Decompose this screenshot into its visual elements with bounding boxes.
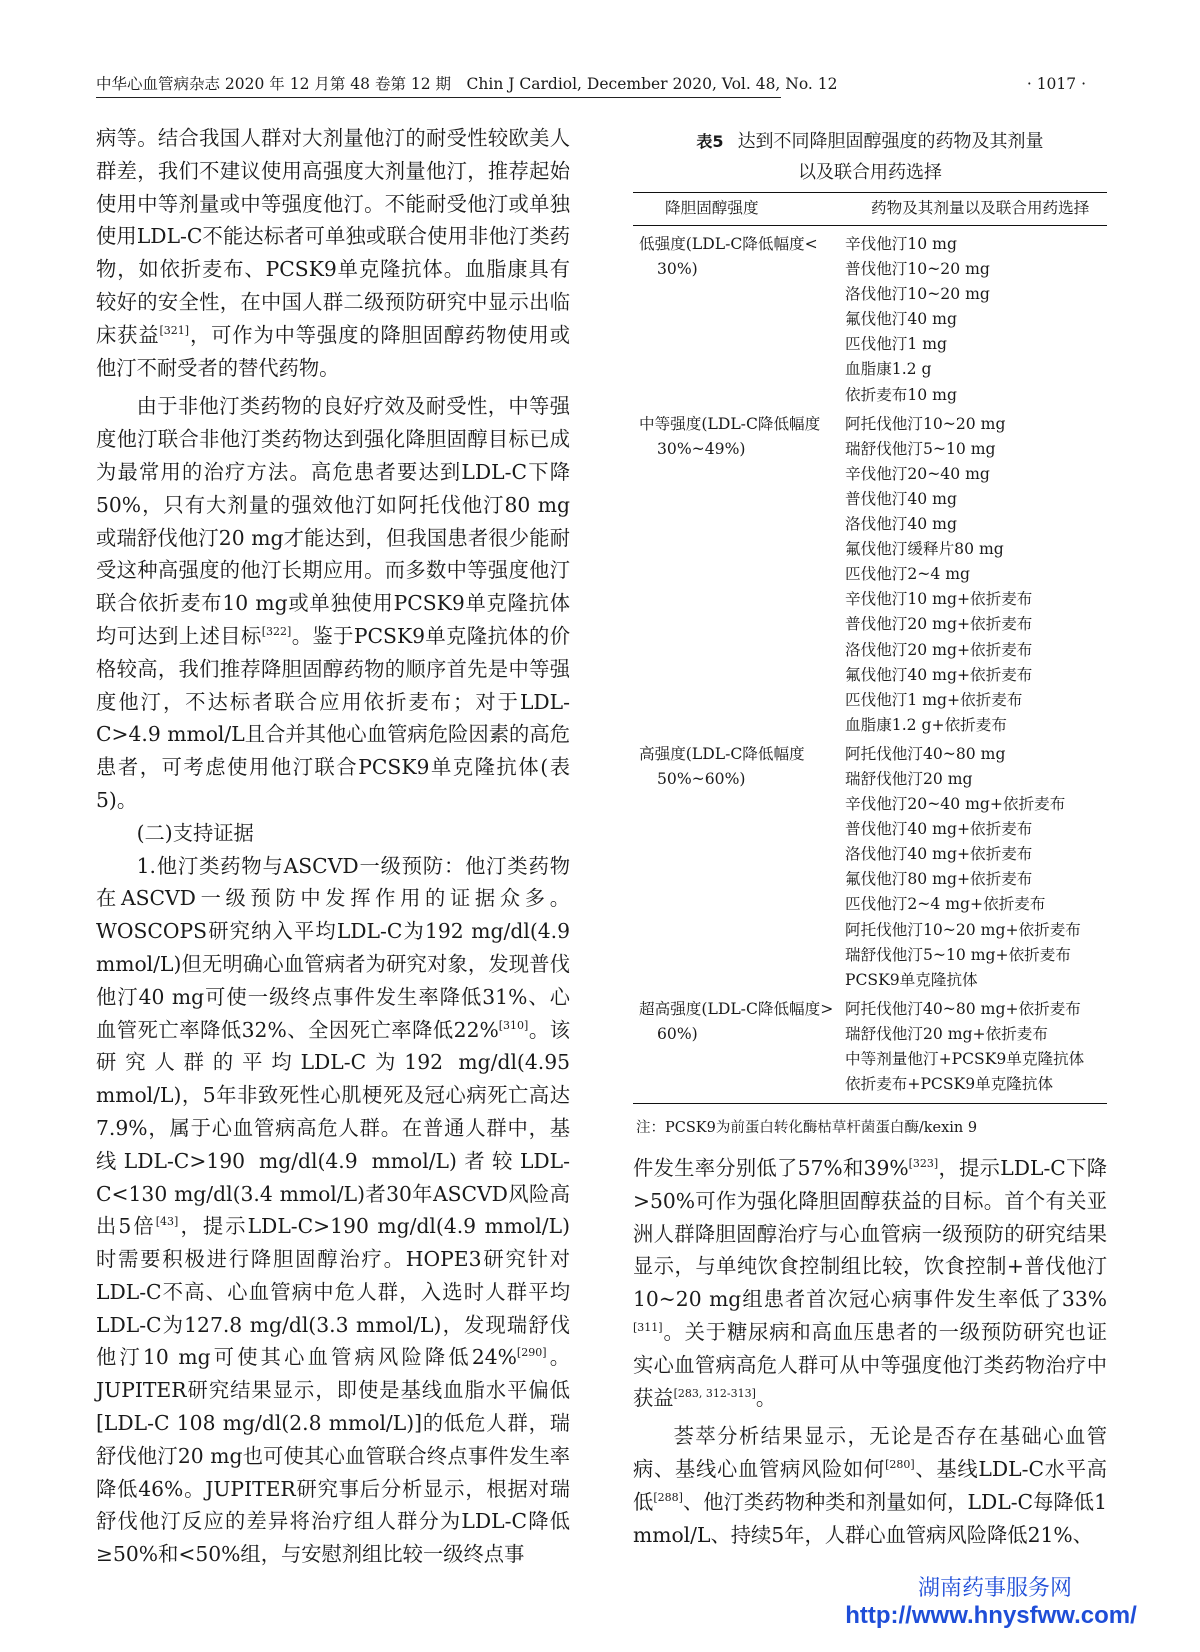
drug-cell: PCSK9单克隆抗体 — [845, 970, 978, 989]
drug-cell: 辛伐他汀10 mg+依折麦布 — [845, 590, 1033, 609]
drug-cell: 普伐他汀40 mg+依折麦布 — [845, 820, 1033, 839]
intensity-cell — [633, 638, 845, 663]
intensity-cell — [633, 892, 845, 917]
table-row — [633, 587, 1107, 612]
drug-cell: 匹伐他汀2~4 mg — [845, 565, 971, 584]
table-row — [633, 562, 1107, 587]
drug-cell: 氟伐他汀40 mg — [845, 310, 957, 329]
citation: [323] — [908, 1157, 939, 1170]
table-row — [633, 738, 1107, 767]
drug-cell: 辛伐他汀20~40 mg — [845, 464, 990, 483]
intensity-cell — [633, 968, 845, 993]
table-row — [633, 867, 1107, 892]
intensity-cell — [633, 226, 845, 279]
drug-cell: 依折麦布+PCSK9单克隆抗体 — [845, 1072, 1107, 1104]
table-row — [633, 842, 1107, 867]
drug-cell: 阿托伐他汀40~80 mg — [845, 744, 1006, 763]
drug-cell: 普伐他汀10~20 mg — [845, 260, 990, 279]
table-caption — [633, 126, 1107, 188]
table-row — [633, 282, 1107, 307]
drug-cell: 氟伐他汀40 mg+依折麦布 — [845, 665, 1033, 684]
drug-cell: 瑞舒伐他汀20 mg — [845, 769, 973, 788]
drug-cell: 普伐他汀40 mg — [845, 489, 957, 508]
table-row — [633, 792, 1107, 817]
paragraph: 荟萃分析结果显示，无论是否存在基础心血管病、基线心血管病风险如何[280]、基线LDL-C水平高低[288]、他汀类药物种类和剂量如何，LDL-C每降低1 mmol/L、持续5年，人群心血管病风险降低21%、 — [633, 1424, 1107, 1547]
drug-cell: 辛伐他汀10 mg — [845, 235, 957, 253]
intensity-cell — [633, 383, 845, 408]
intensity-label: 低强度(LDL-C降低幅度< — [639, 235, 818, 253]
header-rule — [96, 97, 781, 98]
drug-cell: 血脂康1.2 g+依折麦布 — [845, 715, 1007, 734]
intensity-range: 50%~60%) — [657, 769, 746, 788]
caption-line-2: 以及联合用药选择 — [798, 162, 942, 183]
drug-cell: 瑞舒伐他汀20 mg+依折麦布 — [845, 1024, 1048, 1043]
table-row — [633, 663, 1107, 688]
intensity-cell — [633, 842, 845, 867]
paragraph: 1.他汀类药物与ASCVD一级预防：他汀类药物在ASCVD一级预防中发挥作用的证据众多。WOSCOPS研究纳入平均LDL-C为192 mg/dl(4.9 mmol/L)但无明确心血管病者为研究对象，发现普伐他汀40 mg可使一级终点事件发生率降低31%、心血管死亡率降低32%、全因死亡率降低22%[310]。该研究人群的平均LDL-C为192 mg/dl(4.95 mmol/L)，5年非致死性心肌梗死及冠心病死亡高达7.9%，属于心血管病高危人群。在普通人群中，基线LDL-C>190 mg/dl(4.9 mmol/L)者较LDL-C<130 mg/dl(3.4 mmol/L)者30年ASCVD风险高出5倍[43]，提示LDL-C>190 mg/dl(4.9 mmol/L)时需要积极进行降胆固醇治疗。HOPE3研究针对LDL-C不高、心血管病中危人群，入选时人群平均LDL-C为127.8 mg/dl(3.3 mmol/L)，发现瑞舒伐他汀10 mg可使其心血管病风险降低24%[290]。JUPITER研究结果显示，即使是基线血脂水平偏低[LDL-C 108 mg/dl(2.8 mmol/L)]的低危人群，瑞舒伐他汀20 mg也可使其心血管联合终点事件发生率降低46%。JUPITER研究事后分析显示，根据对瑞舒伐他汀反应的差异将治疗组人群分为LDL-C降低≥50%和<50%组，与安慰剂组比较一级终点事 — [96, 853, 570, 1567]
drug-cell: 普伐他汀20 mg+依折麦布 — [845, 615, 1033, 634]
watermark-site-name: 湖南药事服务网 — [917, 1576, 1072, 1601]
intensity-cell — [633, 1072, 845, 1104]
intensity-cell — [633, 943, 845, 968]
drug-cell: 阿托伐他汀40~80 mg+依折麦布 — [845, 999, 1081, 1018]
intensity-cell — [633, 307, 845, 332]
drug-cell: 中等剂量他汀+PCSK9单克隆抗体 — [845, 1050, 1085, 1068]
citation: [288] — [653, 1490, 683, 1504]
citation: [280] — [885, 1458, 915, 1472]
intensity-cell — [633, 713, 845, 738]
intensity-cell — [633, 487, 845, 512]
drug-cell: 洛伐他汀40 mg — [845, 515, 957, 534]
table-label: 表5 — [696, 132, 724, 151]
drug-cell: 匹伐他汀1 mg+依折麦布 — [845, 690, 1023, 709]
table-row — [633, 307, 1107, 332]
citation: [310] — [498, 1018, 529, 1032]
intensity-cell — [633, 792, 845, 817]
intensity-range: 30%) — [657, 260, 698, 279]
table-row — [633, 408, 1107, 437]
intensity-cell — [633, 408, 845, 458]
intensity-label: 高强度(LDL-C降低幅度 — [639, 744, 805, 763]
table-body — [633, 226, 1107, 1104]
caption-line-1: 达到不同降胆固醇强度的药物及其剂量 — [737, 131, 1044, 152]
table-row — [633, 612, 1107, 637]
intensity-cell — [633, 1047, 845, 1072]
drug-cell: 氟伐他汀缓释片80 mg — [845, 540, 1004, 559]
table-row — [633, 383, 1107, 408]
table-header-row — [633, 193, 1107, 226]
drug-cell: 阿托伐他汀10~20 mg — [845, 414, 1006, 433]
paragraph: 件发生率分别低了57%和39%[323]，提示LDL-C下降>50%可作为强化降胆固醇获益的目标。首个有关亚洲人群降胆固醇治疗与心血管病一级预防的研究结果显示，与单纯饮食控制组比较，饮食控制+普伐他汀10~20 mg组患者首次冠心病事件发生率低了33%[311]。关于糖尿病和高血压患者的一级预防研究也证实心血管病高危人群可从中等强度他汀类药物治疗中获益[283, 312-313]。 — [633, 1156, 1107, 1410]
drug-cell: 匹伐他汀1 mg — [845, 335, 948, 354]
paragraph: 由于非他汀类药物的良好疗效及耐受性，中等强度他汀联合非他汀类药物达到强化降胆固醇目标已成为最常用的治疗方法。高危患者要达到LDL-C下降50%，只有大剂量的强效他汀如阿托伐他汀80 mg或瑞舒伐他汀20 mg才能达到，但我国患者很少能耐受这种高强度的他汀长期应用。而多数中等强度他汀联合依折麦布10 mg或单独使用PCSK9单克隆抗体均可达到上述目标[322]。鉴于PCSK9单克隆抗体的价格较高，我们推荐降胆固醇药物的顺序首先是中等强度他汀，不达标者联合应用依折麦布；对于LDL-C>4.9 mmol/L且合并其他心血管病危险因素的高危患者，可考虑使用他汀联合PCSK9单克隆抗体(表5)。 — [96, 394, 570, 812]
drug-cell: 依折麦布10 mg — [845, 385, 957, 404]
intensity-range: 60%) — [657, 1024, 698, 1043]
table-row — [633, 332, 1107, 357]
intensity-cell — [633, 663, 845, 688]
paragraph: 病等。结合我国人群对大剂量他汀的耐受性较欧美人群差，我们不建议使用高强度大剂量他汀，推荐起始使用中等剂量或中等强度他汀。不能耐受他汀或单独使用LDL-C不能达标者可单独或联合使用非他汀类药物，如依折麦布、PCSK9单克隆抗体。血脂康具有较好的安全性，在中国人群二级预防研究中显示出临床获益[321]，可作为中等强度的降胆固醇药物使用或他汀不耐受者的替代药物。 — [96, 126, 570, 380]
table-row — [633, 512, 1107, 537]
intensity-cell — [633, 918, 845, 943]
citation: [322] — [261, 624, 292, 638]
table-row — [633, 638, 1107, 663]
citation: [290] — [516, 1346, 547, 1360]
table-row — [633, 817, 1107, 842]
table-row — [633, 462, 1107, 487]
intensity-cell — [633, 332, 845, 357]
intensity-cell — [633, 562, 845, 587]
intensity-cell — [633, 993, 845, 1043]
intensity-cell — [633, 282, 845, 307]
intensity-cell — [633, 738, 845, 788]
intensity-cell — [633, 612, 845, 637]
citation: [43] — [155, 1215, 179, 1229]
drug-cell: 洛伐他汀20 mg+依折麦布 — [845, 640, 1033, 659]
intensity-cell — [633, 512, 845, 537]
intensity-label: 超高强度(LDL-C降低幅度> — [639, 999, 834, 1018]
table-row — [633, 968, 1107, 993]
drug-cell: 洛伐他汀40 mg+依折麦布 — [845, 845, 1033, 864]
watermark-url[interactable]: http://www.hnysfww.com/ — [845, 1602, 1137, 1629]
intensity-cell — [633, 688, 845, 713]
drug-cell: 氟伐他汀80 mg+依折麦布 — [845, 870, 1033, 889]
intensity-cell — [633, 867, 845, 892]
drug-cell: 瑞舒伐他汀5~10 mg+依折麦布 — [845, 945, 1071, 964]
drug-cell: 匹伐他汀2~4 mg+依折麦布 — [845, 895, 1046, 914]
section-heading: (二)支持证据 — [136, 820, 254, 845]
column-header-drugs: 药物及其剂量以及联合用药选择 — [845, 193, 1107, 226]
intensity-cell — [633, 817, 845, 842]
table-row — [633, 1047, 1107, 1072]
drug-cell: 瑞舒伐他汀5~10 mg — [845, 439, 996, 458]
drug-cell: 辛伐他汀20~40 mg+依折麦布 — [845, 795, 1066, 814]
drug-cell: 血脂康1.2 g — [845, 360, 932, 379]
left-column — [96, 122, 570, 1571]
table-row — [633, 993, 1107, 1022]
intensity-cell — [633, 537, 845, 562]
intensity-cell — [633, 357, 845, 382]
table-row — [633, 1072, 1107, 1104]
journal-citation: 中华心血管病杂志 2020 年 12 月第 48 卷第 12 期 Chin J Cardiol, December 2020, Vol. 48, No. 12 — [96, 75, 838, 93]
intensity-range: 30%~49%) — [657, 439, 746, 458]
drug-cell: 洛伐他汀10~20 mg — [845, 285, 990, 304]
running-header — [96, 70, 1086, 98]
table-row — [633, 713, 1107, 738]
table-row — [633, 226, 1107, 258]
intensity-label: 中等强度(LDL-C降低幅度 — [639, 414, 821, 433]
table-note: 注：PCSK9为前蛋白转化酶枯草杆菌蛋白酶/kexin 9 — [636, 1120, 978, 1136]
column-header-intensity: 降胆固醇强度 — [633, 193, 845, 226]
table-row — [633, 892, 1107, 917]
table-row — [633, 943, 1107, 968]
citation: [311] — [633, 1320, 663, 1334]
table-row — [633, 487, 1107, 512]
intensity-cell — [633, 462, 845, 487]
right-column — [633, 1152, 1107, 1552]
table-row — [633, 357, 1107, 382]
citation: [321] — [159, 323, 190, 337]
intensity-cell — [633, 587, 845, 612]
citation: [283, 312-313] — [673, 1386, 756, 1400]
table-row — [633, 537, 1107, 562]
table-row — [633, 918, 1107, 943]
page-number: · 1017 · — [1026, 75, 1086, 93]
table-5 — [633, 192, 1107, 1104]
table-row — [633, 688, 1107, 713]
drug-cell: 阿托伐他汀10~20 mg+依折麦布 — [845, 920, 1081, 939]
